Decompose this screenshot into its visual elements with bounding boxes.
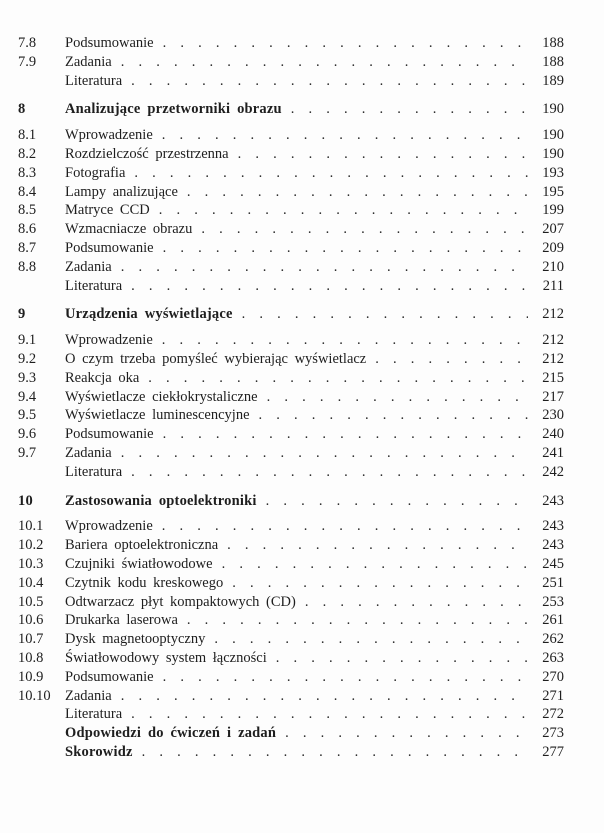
toc-entry-title: Zadania [65,687,112,704]
toc-row [18,164,564,183]
dot-leader [285,724,528,743]
toc-entry-number: 9 [18,306,26,323]
toc-entry-page-number: 253 [542,593,564,610]
toc-entry-page-number: 277 [542,743,564,760]
toc-entry-page-number: 241 [542,444,564,461]
dot-leader [163,668,528,687]
dot-leader [214,630,528,649]
dot-leader [222,555,528,574]
toc-row [18,668,564,687]
toc-entry-title: Skorowidz [65,743,133,760]
toc-entry-page-number: 210 [542,258,564,275]
toc-entry-title: Rozdzielczość przestrzenna [65,145,229,162]
dot-leader [159,201,528,220]
toc-row [18,406,564,425]
dot-leader [162,517,528,536]
dot-leader [121,258,528,277]
toc-entry-number: 9.3 [18,369,37,386]
toc-entry-number: 10.10 [18,687,51,704]
toc-row [18,743,564,762]
dot-leader [163,239,528,258]
toc-entry-page-number: 261 [542,612,564,629]
toc-row [18,425,564,444]
toc-entry-number: 8.1 [18,127,37,144]
toc-entry-page-number: 193 [542,164,564,181]
toc-entry-title: Światłowodowy system łączności [65,649,267,666]
toc-entry-page-number: 242 [542,463,564,480]
dot-leader [266,492,528,511]
toc-row [18,369,564,388]
toc-row [18,724,564,743]
dot-leader [267,388,528,407]
toc-row [18,258,564,277]
toc-entry-title: Odtwarzacz płyt kompaktowych (CD) [65,593,296,610]
toc-row [18,53,564,72]
toc-entry-title: Literatura [65,463,123,480]
toc-entry-number: 10.1 [18,518,44,535]
toc-entry-number: 8.6 [18,221,37,238]
toc-row [18,444,564,463]
toc-entry-page-number: 243 [542,492,564,509]
dot-leader [134,164,528,183]
toc-entry-page-number: 209 [542,239,564,256]
toc-entry-page-number: 251 [542,574,564,591]
toc-row [18,555,564,574]
toc-entry-page-number: 189 [542,72,564,89]
toc-entry-page-number: 262 [542,631,564,648]
dot-leader [162,331,528,350]
toc-entry-number: 10.4 [18,574,44,591]
toc-row [18,72,564,91]
toc-entry-page-number: 230 [542,407,564,424]
toc-entry-title: Podsumowanie [65,426,154,443]
toc-entry-number: 8 [18,101,26,118]
dot-leader [131,277,528,296]
dot-leader [131,705,528,724]
toc-entry-page-number: 273 [542,725,564,742]
toc-entry-title: Urządzenia wyświetlające [65,306,233,323]
toc-row [18,388,564,407]
dot-leader [148,369,528,388]
toc-entry-number: 9.6 [18,426,37,443]
toc-entry-number: 8.5 [18,202,37,219]
toc-row [18,126,564,145]
dot-leader [232,574,528,593]
toc-entry-title: Literatura [65,277,123,294]
toc-entry-page-number: 188 [542,53,564,70]
toc-entry-number: 8.2 [18,145,37,162]
toc-entry-title: Literatura [65,72,123,89]
toc-entry-title: Czujniki światłowodowe [65,555,213,572]
dot-leader [187,611,528,630]
toc-entry-page-number: 190 [542,101,564,118]
toc-entry-title: Wzmacniacze obrazu [65,221,193,238]
toc-entry-number: 10.3 [18,555,44,572]
toc-row [18,34,564,53]
toc-row [18,649,564,668]
toc-row [18,574,564,593]
toc-entry-number: 8.7 [18,239,37,256]
dot-leader [276,649,528,668]
toc-entry-title: Matryce CCD [65,202,150,219]
dot-leader [121,53,528,72]
dot-leader [163,34,528,53]
toc-row [18,100,564,119]
toc-entry-title: Podsumowanie [65,35,154,51]
toc-entry-number: 10.2 [18,537,44,554]
dot-leader [201,220,528,239]
toc-entry-title: Czytnik kodu kreskowego [65,574,224,591]
toc-entry-page-number: 263 [542,649,564,666]
dot-leader [131,72,528,91]
dot-leader [242,305,528,324]
toc-row [18,517,564,536]
toc-entry-title: Podsumowanie [65,668,154,685]
toc-row [18,331,564,350]
toc-row [18,492,564,511]
toc-entry-number: 7.9 [18,53,37,70]
toc-entry-title: Analizujące przetworniki obrazu [65,101,282,118]
toc-entry-title: Lampy analizujące [65,183,178,200]
toc-entry-number: 10.5 [18,593,44,610]
toc-row [18,277,564,296]
toc-entry-title: Wprowadzenie [65,127,153,144]
toc-entry-page-number: 243 [542,518,564,535]
toc-entry-title: Wprowadzenie [65,518,153,535]
toc-entry-title: Zadania [65,444,112,461]
dot-leader [375,350,528,369]
toc-row [18,611,564,630]
dot-leader [291,100,528,119]
toc-entry-page-number: 215 [542,369,564,386]
toc-entry-title: Podsumowanie [65,239,154,256]
toc-entry-page-number: 270 [542,668,564,685]
toc-entry-title: Reakcja oka [65,369,140,386]
toc-entry-number: 8.3 [18,164,37,181]
dot-leader [227,536,528,555]
toc-entry-title: Drukarka laserowa [65,612,178,629]
toc-entry-page-number: 240 [542,426,564,443]
dot-leader [259,406,528,425]
toc-entry-page-number: 272 [542,706,564,723]
toc-row [18,705,564,724]
toc-row [18,145,564,164]
toc-entry-title: Bariera optoelektroniczna [65,537,219,554]
dot-leader [187,183,528,202]
toc-entry-number: 7.8 [18,35,37,51]
toc-entry-page-number: 190 [542,127,564,144]
toc-entry-number: 10.7 [18,631,44,648]
toc-entry-title: Zadania [65,53,112,70]
toc-entry-number: 9.7 [18,444,37,461]
toc-entry-number: 10.9 [18,668,44,685]
toc-entry-number: 10 [18,492,33,509]
toc-entry-number: 9.4 [18,388,37,405]
toc-entry-page-number: 188 [542,35,564,51]
toc-row [18,593,564,612]
toc-entry-page-number: 190 [542,145,564,162]
toc-row [18,201,564,220]
toc-entry-number: 10.6 [18,612,44,629]
dot-leader [162,126,528,145]
toc-entry-page-number: 199 [542,202,564,219]
toc-entry-title: Wprowadzenie [65,332,153,349]
toc-entry-number: 8.4 [18,183,37,200]
toc-entry-title: Fotografia [65,164,126,181]
toc-list [18,34,564,762]
toc-entry-page-number: 271 [542,687,564,704]
toc-row [18,183,564,202]
toc-row [18,220,564,239]
toc-entry-page-number: 243 [542,537,564,554]
toc-entry-title: Zastosowania optoelektroniki [65,492,257,509]
toc-entry-number: 8.8 [18,258,37,275]
toc-entry-number: 9.2 [18,350,37,367]
toc-entry-page-number: 212 [542,306,564,323]
toc-row [18,463,564,482]
toc-entry-number: 10.8 [18,649,44,666]
toc-entry-title: Literatura [65,706,123,723]
toc-row [18,630,564,649]
dot-leader [305,593,528,612]
toc-entry-number: 9.1 [18,332,37,349]
toc-entry-page-number: 212 [542,350,564,367]
toc-row [18,687,564,706]
toc-entry-page-number: 245 [542,555,564,572]
dot-leader [121,687,528,706]
toc-entry-title: O czym trzeba pomyśleć wybierając wyświetlacz [65,350,367,367]
toc-entry-title: Zadania [65,258,112,275]
toc-entry-title: Wyświetlacze luminescencyjne [65,407,250,424]
dot-leader [131,463,528,482]
toc-entry-page-number: 195 [542,183,564,200]
dot-leader [121,444,528,463]
toc-entry-page-number: 212 [542,332,564,349]
toc-row [18,350,564,369]
dot-leader [238,145,528,164]
toc-entry-title: Odpowiedzi do ćwiczeń i zadań [65,725,277,742]
toc-row [18,536,564,555]
dot-leader [163,425,528,444]
toc-entry-page-number: 211 [542,277,564,294]
toc-entry-number: 9.5 [18,407,37,424]
toc-entry-title: Wyświetlacze ciekłokrystaliczne [65,388,258,405]
toc-entry-page-number: 217 [542,388,564,405]
toc-entry-title: Dysk magnetooptyczny [65,631,206,648]
dot-leader [142,743,528,762]
toc-entry-page-number: 207 [542,221,564,238]
toc-row [18,239,564,258]
toc-row [18,305,564,324]
